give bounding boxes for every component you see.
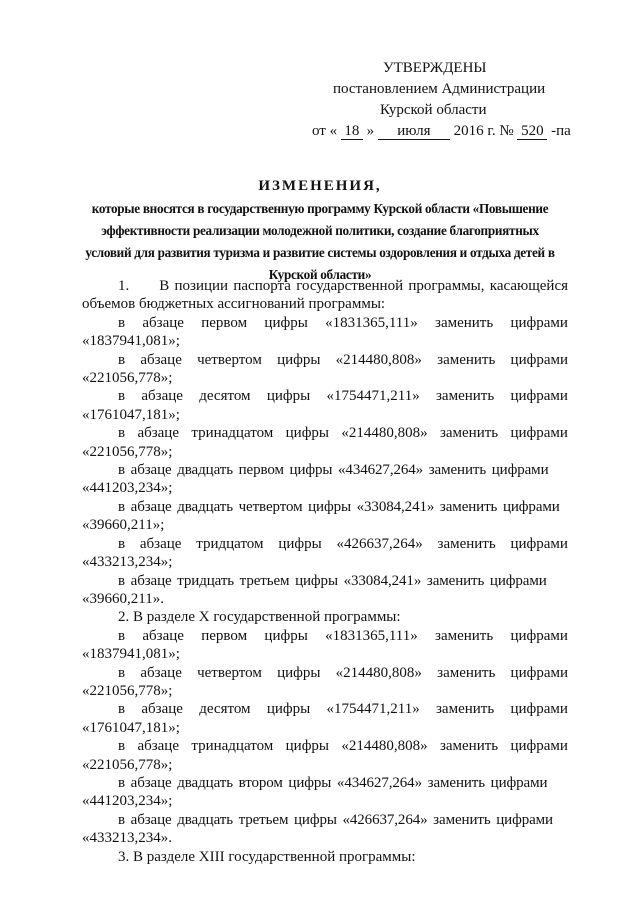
section2-items xyxy=(82,627,568,848)
list-item xyxy=(82,572,568,590)
section1-intro xyxy=(82,277,568,314)
item-text: в абзаце двадцать четвертом цифры «33084,241» заменить цифрами xyxy=(118,498,560,515)
list-item xyxy=(82,424,568,442)
date-mid: » xyxy=(366,123,375,139)
item-word: в xyxy=(118,425,126,442)
item-value: «441203,234»; xyxy=(82,480,173,497)
item-value: «221056,778»; xyxy=(82,756,173,773)
item-word: цифры xyxy=(278,535,322,552)
list-item xyxy=(82,387,568,405)
item-word: десятом xyxy=(199,388,251,405)
item-word: цифрами xyxy=(510,314,568,331)
item-word: цифры xyxy=(285,738,329,755)
item-word: цифры xyxy=(264,314,308,331)
item-word: заменить xyxy=(436,388,495,405)
item-word: заменить xyxy=(436,701,495,718)
item-word: в xyxy=(118,664,126,681)
list-item xyxy=(82,737,568,755)
document-subtitle: которые вносятся в государственную программу Курской области «Повышение эффективности реализации молодежной политики, создание благоприятных условий для развития туризма и развитие системы оздоровления и отдыха детей в Курской области» xyxy=(85,201,555,282)
list-item xyxy=(82,774,568,792)
item-word: абзаце xyxy=(137,425,179,442)
item-word: «214480,808» xyxy=(335,351,422,368)
item-word: в xyxy=(118,314,126,331)
item-word: абзаце xyxy=(137,738,179,755)
item-word: заменить xyxy=(435,314,494,331)
date-day: 18 xyxy=(341,123,363,140)
item-word: абзаце xyxy=(139,535,182,552)
list-item xyxy=(82,314,568,332)
item-word: абзаце xyxy=(142,314,184,331)
section1-items xyxy=(82,314,568,609)
item-word: цифрами xyxy=(510,738,568,755)
item-word: цифры xyxy=(285,425,329,442)
item-value: «39660,211». xyxy=(82,590,164,607)
item-value: «1837941,081»; xyxy=(82,646,180,663)
date-year: 2016 г. № xyxy=(453,123,514,139)
item-word: «214480,808» xyxy=(341,738,428,755)
item-word: «1831365,111» xyxy=(325,314,418,331)
item-value: «221056,778»; xyxy=(82,682,173,699)
section1-intro-text: В позиции паспорта государственной программы, касающейся объемов бюджетных ассигнований программы: xyxy=(82,278,568,313)
item-word: цифры xyxy=(264,627,308,644)
list-item xyxy=(82,700,568,718)
item-word: абзаце xyxy=(142,627,184,644)
item-word: «1754471,211» xyxy=(326,388,420,405)
item-word: «1831365,111» xyxy=(325,627,418,644)
section3-intro: 3. В разделе XIII государственной программы: xyxy=(118,848,416,865)
list-item xyxy=(82,811,568,829)
item-word: в xyxy=(118,388,126,405)
item-word: цифры xyxy=(277,351,321,368)
item-value: «441203,234»; xyxy=(82,793,173,810)
decree-number: 520 xyxy=(517,123,547,140)
item-word: абзаце xyxy=(140,664,182,681)
document-title: ИЗМЕНЕНИЯ, xyxy=(258,178,382,194)
item-word: цифры xyxy=(277,664,321,681)
date-month: июля xyxy=(378,123,450,140)
item-word: «426637,264» xyxy=(336,535,423,552)
item-word: цифрами xyxy=(510,627,568,644)
item-word: в xyxy=(118,627,126,644)
item-word: заменить xyxy=(437,664,496,681)
item-value: «433213,234»; xyxy=(82,554,173,571)
document-body xyxy=(82,277,568,866)
item-word: заменить xyxy=(435,627,494,644)
item-value: «433213,234». xyxy=(82,830,172,847)
item-value: «221056,778»; xyxy=(82,370,173,387)
item-word: четвертом xyxy=(197,351,262,368)
list-item xyxy=(82,461,568,479)
item-value: «39660,211»; xyxy=(82,517,165,534)
item-word: цифрами xyxy=(510,351,568,368)
list-item xyxy=(82,627,568,645)
item-word: тридцатом xyxy=(196,535,264,552)
item-value: «221056,778»; xyxy=(82,443,173,460)
item-word: тринадцатом xyxy=(191,425,274,442)
list-item xyxy=(82,498,568,516)
item-text: в абзаце двадцать третьем цифры «426637,264» заменить цифрами xyxy=(118,811,553,828)
item-word: цифры xyxy=(266,701,311,718)
item-word: в xyxy=(118,738,126,755)
list-item xyxy=(82,664,568,682)
date-prefix: от « xyxy=(312,123,338,139)
item-word: первом xyxy=(201,314,248,331)
item-word: абзаце xyxy=(141,701,183,718)
item-word: цифрами xyxy=(510,425,568,442)
item-word: абзаце xyxy=(141,388,183,405)
section2-intro: 2. В разделе X государственной программы: xyxy=(118,609,401,626)
item-word: «1754471,211» xyxy=(326,701,420,718)
item-value: «1761047,181»; xyxy=(82,719,180,736)
list-item xyxy=(82,351,568,369)
item-word: заменить xyxy=(437,535,496,552)
item-word: первом xyxy=(201,627,248,644)
item-text: в абзаце двадцать втором цифры «434627,264» заменить цифрами xyxy=(118,774,548,791)
item-word: четвертом xyxy=(197,664,262,681)
item-word: «214480,808» xyxy=(341,425,428,442)
approval-title: УТВЕРЖДЕНЫ xyxy=(383,60,487,76)
item-word: тринадцатом xyxy=(191,738,274,755)
item-word: цифрами xyxy=(510,664,568,681)
item-text: в абзаце тридцать третьем цифры «33084,241» заменить цифрами xyxy=(118,572,547,589)
decree-suffix: -па xyxy=(551,123,571,139)
item-word: абзаце xyxy=(140,351,182,368)
item-word: цифры xyxy=(266,388,311,405)
item-word: в xyxy=(118,351,126,368)
item-word: в xyxy=(118,535,126,552)
list-item xyxy=(82,535,568,553)
item-value: «1761047,181»; xyxy=(82,406,180,423)
item-text: в абзаце двадцать первом цифры «434627,264» заменить цифрами xyxy=(118,462,549,479)
approval-by: постановлением Администрации xyxy=(333,81,546,97)
item-word: заменить xyxy=(439,738,499,755)
item-word: цифрами xyxy=(510,388,568,405)
item-word: в xyxy=(118,701,126,718)
approval-region: Курской области xyxy=(380,102,487,118)
item-word: «214480,808» xyxy=(335,664,422,681)
approval-date-line xyxy=(312,121,571,143)
item-word: заменить xyxy=(439,425,499,442)
item-word: заменить xyxy=(437,351,496,368)
item-word: десятом xyxy=(199,701,251,718)
item-word: цифрами xyxy=(510,535,568,552)
item-value: «1837941,081»; xyxy=(82,333,180,350)
item-word: цифрами xyxy=(510,701,568,718)
section1-number: 1. xyxy=(118,278,130,294)
